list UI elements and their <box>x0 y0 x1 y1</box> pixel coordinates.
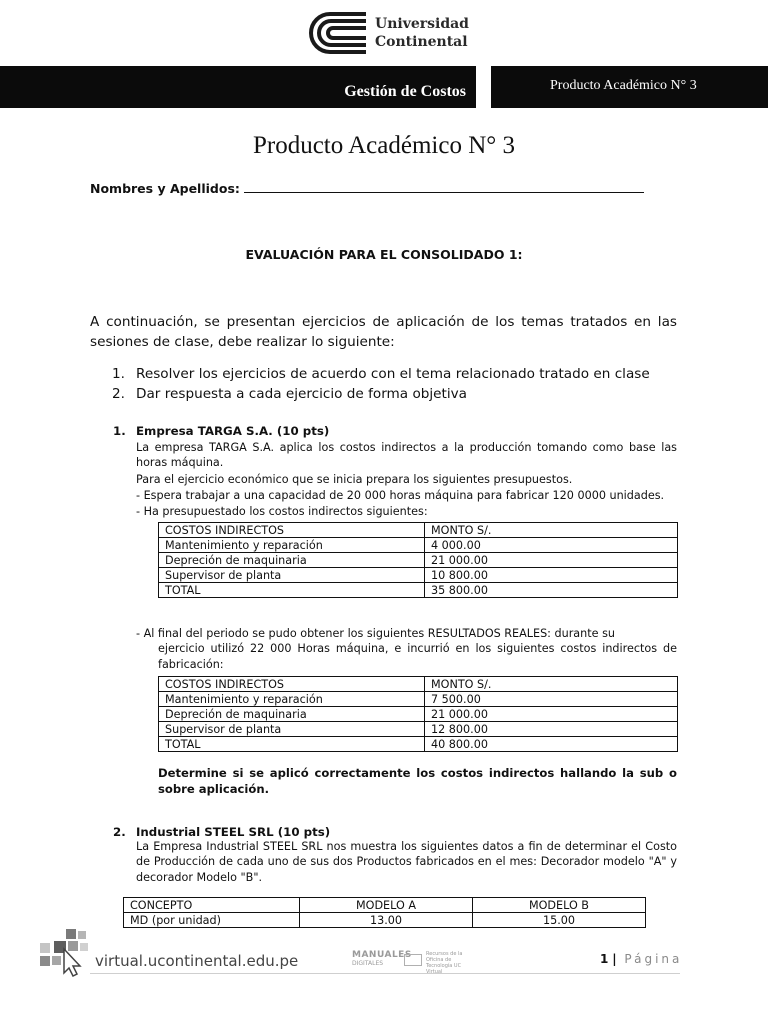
names-blank-line <box>244 181 644 193</box>
table-header: MODELO A <box>300 898 473 913</box>
table-cell: Depreción de maquinaria <box>159 553 425 568</box>
document-title: Producto Académico N° 3 <box>252 132 516 159</box>
actual-results-table <box>158 676 678 752</box>
instruction-list <box>112 364 650 404</box>
page-number: 1 <box>600 952 609 966</box>
logo-line-1: Universidad <box>375 16 469 32</box>
table-cell: 13.00 <box>300 913 473 928</box>
table-row <box>159 583 678 598</box>
table-header: CONCEPTO <box>124 898 300 913</box>
list-number: 1. <box>112 366 125 382</box>
list-number: 2. <box>112 386 125 402</box>
exercise-1-bullet-2: - Ha presupuestado los costos indirectos siguientes: <box>136 505 428 518</box>
table-cell: Mantenimiento y reparación <box>159 692 425 707</box>
table-row <box>159 692 678 707</box>
table-header: MONTO S/. <box>425 523 678 538</box>
exercise-1-heading <box>113 424 329 438</box>
list-item <box>112 364 650 384</box>
exercise-1-question: Determine si se aplicó correctamente los costos indirectos hallando la sub o sobre aplicación. <box>158 766 677 796</box>
table-header-row <box>124 898 646 913</box>
table-cell: 7 500.00 <box>425 692 678 707</box>
exercise-1-paragraph-2: Para el ejercicio económico que se inicia prepara los siguientes presupuestos. <box>136 473 573 486</box>
evaluation-heading: EVALUACIÓN PARA EL CONSOLIDADO 1: <box>245 247 523 262</box>
table-cell: Mantenimiento y reparación <box>159 538 425 553</box>
table-cell: 10 800.00 <box>425 568 678 583</box>
table-header: MODELO B <box>472 898 645 913</box>
table-row <box>159 553 678 568</box>
table-cell: TOTAL <box>159 583 425 598</box>
table-cell: 35 800.00 <box>425 583 678 598</box>
bullet-first-line: - Al final del periodo se pudo obtener los siguientes RESULTADOS REALES: durante su <box>136 627 615 640</box>
product-banner <box>491 66 768 108</box>
page-separator: | <box>612 952 617 966</box>
table-header: MONTO S/. <box>425 677 678 692</box>
table-row <box>159 538 678 553</box>
table-row <box>159 737 678 752</box>
book-icon <box>404 954 422 966</box>
logo-wordmark <box>375 15 469 51</box>
table-header-row <box>159 523 678 538</box>
exercise-title: Industrial STEEL SRL (10 pts) <box>136 825 331 839</box>
exercise-2-paragraph: La Empresa Industrial STEEL SRL nos muestra los siguientes datos a fin de determinar el Costo de Producción de cada uno de sus dos Productos fabricados en el mes: Decorador modelo "A" y decorador Modelo "B". <box>136 840 677 884</box>
table-header: COSTOS INDIRECTOS <box>159 523 425 538</box>
table-cell: 4 000.00 <box>425 538 678 553</box>
table-cell: MD (por unidad) <box>124 913 300 928</box>
table-cell: TOTAL <box>159 737 425 752</box>
list-item <box>112 384 650 404</box>
product-tag: Producto Académico N° 3 <box>550 78 697 93</box>
manuales-digitales-logo <box>352 950 478 975</box>
table-cell: 21 000.00 <box>425 707 678 722</box>
continental-logo-icon <box>308 10 368 56</box>
logo-line-2: Continental <box>375 34 468 50</box>
table-cell: 15.00 <box>472 913 645 928</box>
exercise-number: 2. <box>113 825 126 839</box>
table-header: COSTOS INDIRECTOS <box>159 677 425 692</box>
exercise-1-bullet-3 <box>136 626 677 672</box>
footer-divider <box>90 973 680 974</box>
course-title: Gestión de Costos <box>344 83 466 100</box>
table-cell: Supervisor de planta <box>159 722 425 737</box>
names-label: Nombres y Apellidos: <box>90 181 240 196</box>
page-label: Página <box>624 952 683 966</box>
table-header-row <box>159 677 678 692</box>
bullet-continuation: ejercicio utilizó 22 000 Horas máquina, e incurrió en los siguientes costos indirectos de fabricación: <box>158 642 677 671</box>
table-row <box>124 913 646 928</box>
manuales-text: MANUALES <box>352 950 412 960</box>
exercise-1-bullet-1: - Espera trabajar a una capacidad de 20 000 horas máquina para fabricar 120 0000 unidades. <box>136 489 665 502</box>
table-cell: Depreción de maquinaria <box>159 707 425 722</box>
table-cell: 12 800.00 <box>425 722 678 737</box>
manuales-subtext: Recursos de la Oficina de Tecnología UC Virtual <box>426 951 463 975</box>
table-cell: Supervisor de planta <box>159 568 425 583</box>
budget-table <box>158 522 678 598</box>
table-cell: 21 000.00 <box>425 553 678 568</box>
table-row <box>159 707 678 722</box>
table-cell: 40 800.00 <box>425 737 678 752</box>
names-field <box>90 181 644 196</box>
page-indicator <box>600 952 682 966</box>
list-text: Dar respuesta a cada ejercicio de forma objetiva <box>136 386 468 402</box>
exercise-2-heading <box>113 825 330 839</box>
digitales-text: DIGITALES <box>352 960 384 967</box>
intro-paragraph: A continuación, se presentan ejercicios de aplicación de los temas tratados en las sesiones de clase, debe realizar lo siguiente: <box>90 314 677 350</box>
exercise-number: 1. <box>113 424 126 438</box>
footer-url: virtual.ucontinental.edu.pe <box>95 952 299 970</box>
list-text: Resolver los ejercicios de acuerdo con el tema relacionado tratado en clase <box>136 366 650 382</box>
university-logo <box>308 10 478 56</box>
table-row <box>159 568 678 583</box>
table-row <box>159 722 678 737</box>
exercise-title: Empresa TARGA S.A. (10 pts) <box>136 424 330 438</box>
cost-concept-table <box>123 897 646 928</box>
exercise-1-paragraph-1: La empresa TARGA S.A. aplica los costos indirectos a la producción tomando como base las horas máquina. <box>136 441 677 470</box>
footer-cursor-icon <box>36 929 92 977</box>
course-banner <box>0 66 476 108</box>
